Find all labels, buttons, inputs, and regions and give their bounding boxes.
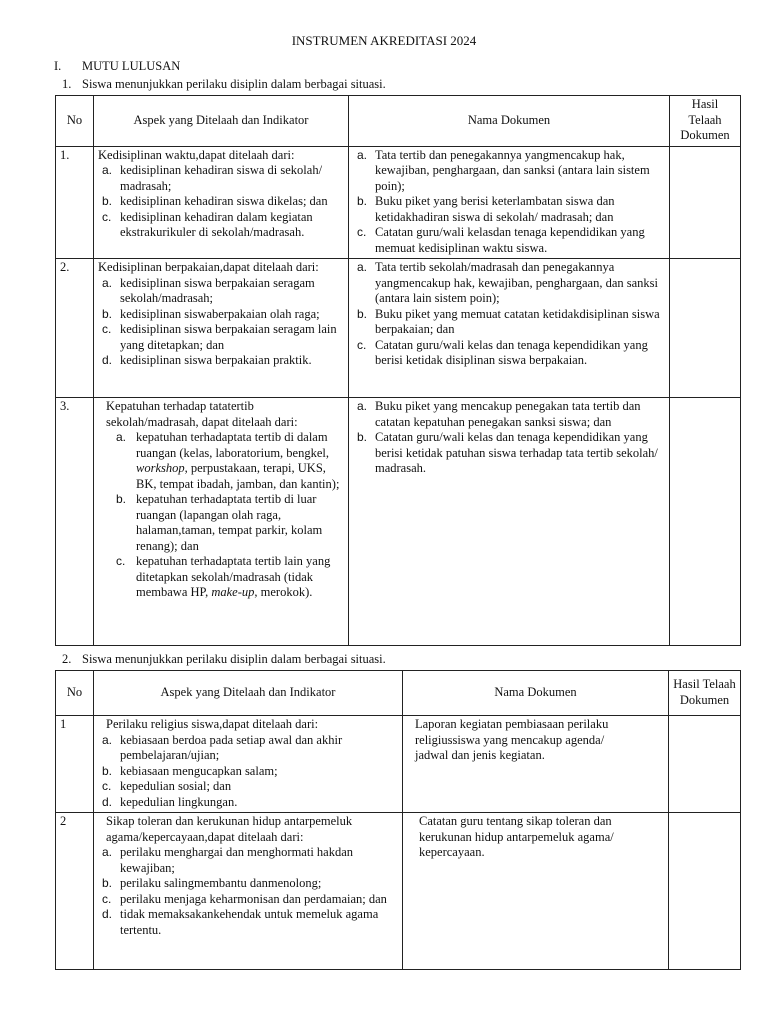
list-marker: c. [102, 891, 112, 906]
list-marker: c. [102, 209, 112, 224]
document-text: Buku piket yang mencakup penegakan tata tertib dan catatan kepatuhan penegakan sanksi siswa; dan [375, 399, 641, 429]
list-item [112, 554, 344, 601]
list-marker: b. [357, 194, 368, 208]
header-dokumen: Nama Dokumen [403, 671, 669, 716]
header-aspek: Aspek yang Ditelaah dan Indikator [94, 671, 403, 716]
list-item [98, 764, 398, 780]
list-marker: a. [102, 275, 113, 290]
indicator-text: kedisiplinan kehadiran siswa di sekolah/ madrasah; [120, 163, 323, 193]
list-item [353, 338, 665, 369]
indicator-list [98, 163, 344, 241]
list-item [98, 194, 344, 210]
list-item [98, 307, 344, 323]
document-list [353, 260, 665, 369]
table2-heading-text: Siswa menunjukkan perilaku disiplin dalam berbagai situasi. [82, 652, 386, 666]
aspek-cell [94, 813, 403, 970]
row-number: 3. [56, 398, 94, 646]
aspek-intro: Sikap toleran dan kerukunan hidup antarpemeluk agama/kepercayaan,dapat ditelaah dari: [106, 814, 353, 844]
list-marker: b. [357, 430, 368, 444]
list-item [353, 307, 665, 338]
indicator-text: kedisiplinan siswa berpakaian seragam sekolah/madrasah; [120, 275, 315, 305]
indicator-list [98, 733, 398, 811]
aspek-intro: Kedisiplinan berpakaian,dapat ditelaah dari: [98, 260, 319, 274]
list-item [98, 210, 344, 241]
document-text: Tata tertib sekolah/madrasah dan penegakannya yangmencakup hak, kewajiban, penghargaan, dan sanksi (antara lain sistem poin); [375, 260, 659, 305]
hasil-cell[interactable] [670, 259, 741, 398]
document-text: Catatan guru/wali kelas dan tenaga kependidikan yang berisi ketidak patuhan siswa terhadap tata tertib sekolah/ madrasah. [375, 430, 658, 475]
table1-heading-number: 1. [62, 77, 72, 91]
table2-heading-number: 2. [62, 652, 72, 666]
indicator-italic: workshop [136, 461, 185, 475]
indicator-text: kepedulian lingkungan. [120, 794, 238, 809]
indicator-text: kebiasaan berdoa pada setiap awal dan akhir pembelajaran/ujian; [120, 732, 343, 762]
indicator-text: kepedulian sosial; dan [120, 779, 232, 793]
indicator-text: tidak memaksakankehendak untuk memeluk agama tertentu. [120, 907, 379, 937]
table-row [56, 716, 741, 813]
indicator-text: kedisiplinan kehadiran dalam kegiatan ekstrakurikuler di sekolah/madrasah. [120, 209, 313, 239]
list-marker: c. [357, 337, 367, 352]
list-item [112, 430, 344, 492]
dokumen-cell [403, 716, 669, 813]
document-text: Tata tertib dan penegakannya yangmencakup hak, kewajiban, penghargaan, dan sanksi (antara lain sistem poin); [375, 147, 650, 193]
document-list [353, 148, 665, 257]
list-marker: a. [116, 430, 127, 444]
indicator-italic: make-up [211, 585, 255, 599]
list-item [353, 260, 665, 307]
indicator-text: kedisiplinan siswaberpakaian olah raga; [120, 306, 320, 321]
header-no: No [56, 96, 94, 147]
list-item [98, 163, 344, 194]
indicator-text: kepatuhan terhadaptata tertib di dalam ruangan (kelas, laboratorium, bengkel, [136, 430, 329, 460]
list-marker: a. [102, 732, 113, 747]
list-marker: a. [102, 845, 113, 859]
list-item [353, 194, 665, 225]
list-marker: b. [102, 306, 113, 321]
list-item [353, 399, 665, 430]
header-hasil: Hasil Telaah Dokumen [670, 96, 741, 147]
list-marker: a. [102, 163, 113, 177]
list-item [98, 845, 398, 876]
list-item [98, 353, 344, 369]
list-marker: b. [102, 876, 113, 890]
aspek-intro: Perilaku religius siswa,dapat ditelaah dari: [106, 717, 319, 731]
list-marker: c. [116, 554, 126, 568]
indicator-list [98, 276, 344, 369]
document-text: Catatan guru tentang sikap toleran dan kerukunan hidup antarpemeluk agama/ kepercayaan. [419, 814, 614, 859]
document-title: INSTRUMEN AKREDITASI 2024 [291, 33, 477, 48]
list-item [98, 779, 398, 795]
table1-heading [62, 77, 386, 93]
document-text: Buku piket yang memuat catatan ketidakdisiplinan siswa berpakaian; dan [375, 306, 660, 336]
document-list [353, 399, 665, 477]
table-row [56, 813, 741, 970]
section-heading [54, 59, 180, 75]
dokumen-cell [349, 398, 670, 646]
list-marker: a. [357, 399, 368, 413]
hasil-cell[interactable] [670, 398, 741, 646]
section-label: MUTU LULUSAN [82, 59, 181, 73]
document-text: Buku piket yang berisi keterlambatan siswa dan ketidakhadiran siswa di sekolah/ madrasah; dan [375, 194, 615, 224]
list-item [98, 276, 344, 307]
indicator-text: kepatuhan terhadaptata tertib lain yang ditetapkan sekolah/madrasah (tidak membawa HP, [136, 554, 331, 599]
list-item [98, 322, 344, 353]
header-hasil: Hasil Telaah Dokumen [669, 671, 741, 716]
table-row [56, 259, 741, 398]
indicator-list [98, 845, 398, 938]
table-header-row [56, 671, 741, 716]
list-marker: b. [102, 763, 113, 778]
table-row [56, 146, 741, 259]
header-dokumen: Nama Dokumen [349, 96, 670, 147]
list-item [98, 876, 398, 892]
header-aspek: Aspek yang Ditelaah dan Indikator [94, 96, 349, 147]
indicator-text: kebiasaan mengucapkan salam; [120, 763, 278, 778]
dokumen-cell [349, 146, 670, 259]
dokumen-cell [403, 813, 669, 970]
hasil-cell[interactable] [669, 716, 741, 813]
row-number: 2. [56, 259, 94, 398]
list-marker: a. [357, 147, 368, 162]
document-text: Catatan guru/wali kelasdan tenaga kependidikan yang memuat kedisiplinan waktu siswa. [375, 225, 645, 255]
table2-heading [62, 652, 386, 668]
aspek-intro: Kedisiplinan waktu,dapat ditelaah dari: [98, 147, 295, 162]
table-mutu-lulusan-2 [55, 670, 741, 970]
list-marker: c. [102, 779, 112, 793]
indicator-text: perilaku menghargai dan menghormati hakdan kewajiban; [120, 845, 354, 875]
indicator-text: perilaku salingmembantu danmenolong; [120, 876, 322, 890]
list-marker: b. [102, 194, 113, 208]
table-row [56, 398, 741, 646]
document-text: Catatan guru/wali kelas dan tenaga kependidikan yang berisi ketidak disiplinan siswa berpakaian. [375, 337, 648, 367]
dokumen-cell [349, 259, 670, 398]
aspek-cell [94, 716, 403, 813]
list-marker: a. [357, 260, 368, 274]
indicator-text: kepatuhan terhadaptata tertib di luar ruangan (lapangan olah raga, halaman,taman, tempat parkir, kolam renang); dan [136, 492, 323, 553]
list-item [112, 492, 344, 554]
hasil-cell[interactable] [669, 813, 741, 970]
aspek-intro: Kepatuhan terhadap tatatertib sekolah/madrasah, dapat ditelaah dari: [106, 399, 298, 429]
list-marker: c. [102, 322, 112, 336]
indicator-text-after: , merokok). [254, 585, 313, 599]
indicator-list [98, 430, 344, 601]
table-mutu-lulusan-1 [55, 95, 741, 646]
row-number: 1 [56, 716, 94, 813]
aspek-cell [94, 398, 349, 646]
indicator-text: kedisiplinan kehadiran siswa dikelas; dan [120, 194, 328, 208]
row-number: 1. [56, 146, 94, 259]
row-number: 2 [56, 813, 94, 970]
aspek-cell [94, 259, 349, 398]
list-item [353, 225, 665, 256]
list-item [98, 733, 398, 764]
indicator-text: perilaku menjaga keharmonisan dan perdamaian; dan [120, 891, 387, 906]
list-marker: c. [357, 225, 367, 239]
list-item [353, 148, 665, 195]
document-text: Laporan kegiatan pembiasaan perilaku religiussiswa yang mencakup agenda/ jadwal dan jenis kegiatan. [415, 717, 609, 762]
list-marker: b. [357, 306, 368, 321]
indicator-text-after: , perpustakaan, terapi, UKS, BK, tempat ibadah, jamban, dan kantin); [136, 461, 340, 491]
indicator-text: kedisiplinan siswa berpakaian seragam lain yang ditetapkan; dan [120, 322, 337, 352]
list-item [98, 907, 398, 938]
table-header-row [56, 96, 741, 147]
list-item [98, 892, 398, 908]
table1-heading-text: Siswa menunjukkan perilaku disiplin dalam berbagai situasi. [82, 77, 386, 91]
list-marker: d. [102, 794, 113, 809]
list-marker: b. [116, 492, 127, 506]
list-item [98, 795, 398, 811]
hasil-cell[interactable] [670, 146, 741, 259]
header-no: No [56, 671, 94, 716]
indicator-text: kedisiplinan siswa berpakaian praktik. [120, 353, 312, 367]
aspek-cell [94, 146, 349, 259]
list-marker: d. [102, 353, 113, 367]
list-marker: d. [102, 907, 113, 921]
section-number: I. [54, 59, 62, 73]
list-item [353, 430, 665, 477]
